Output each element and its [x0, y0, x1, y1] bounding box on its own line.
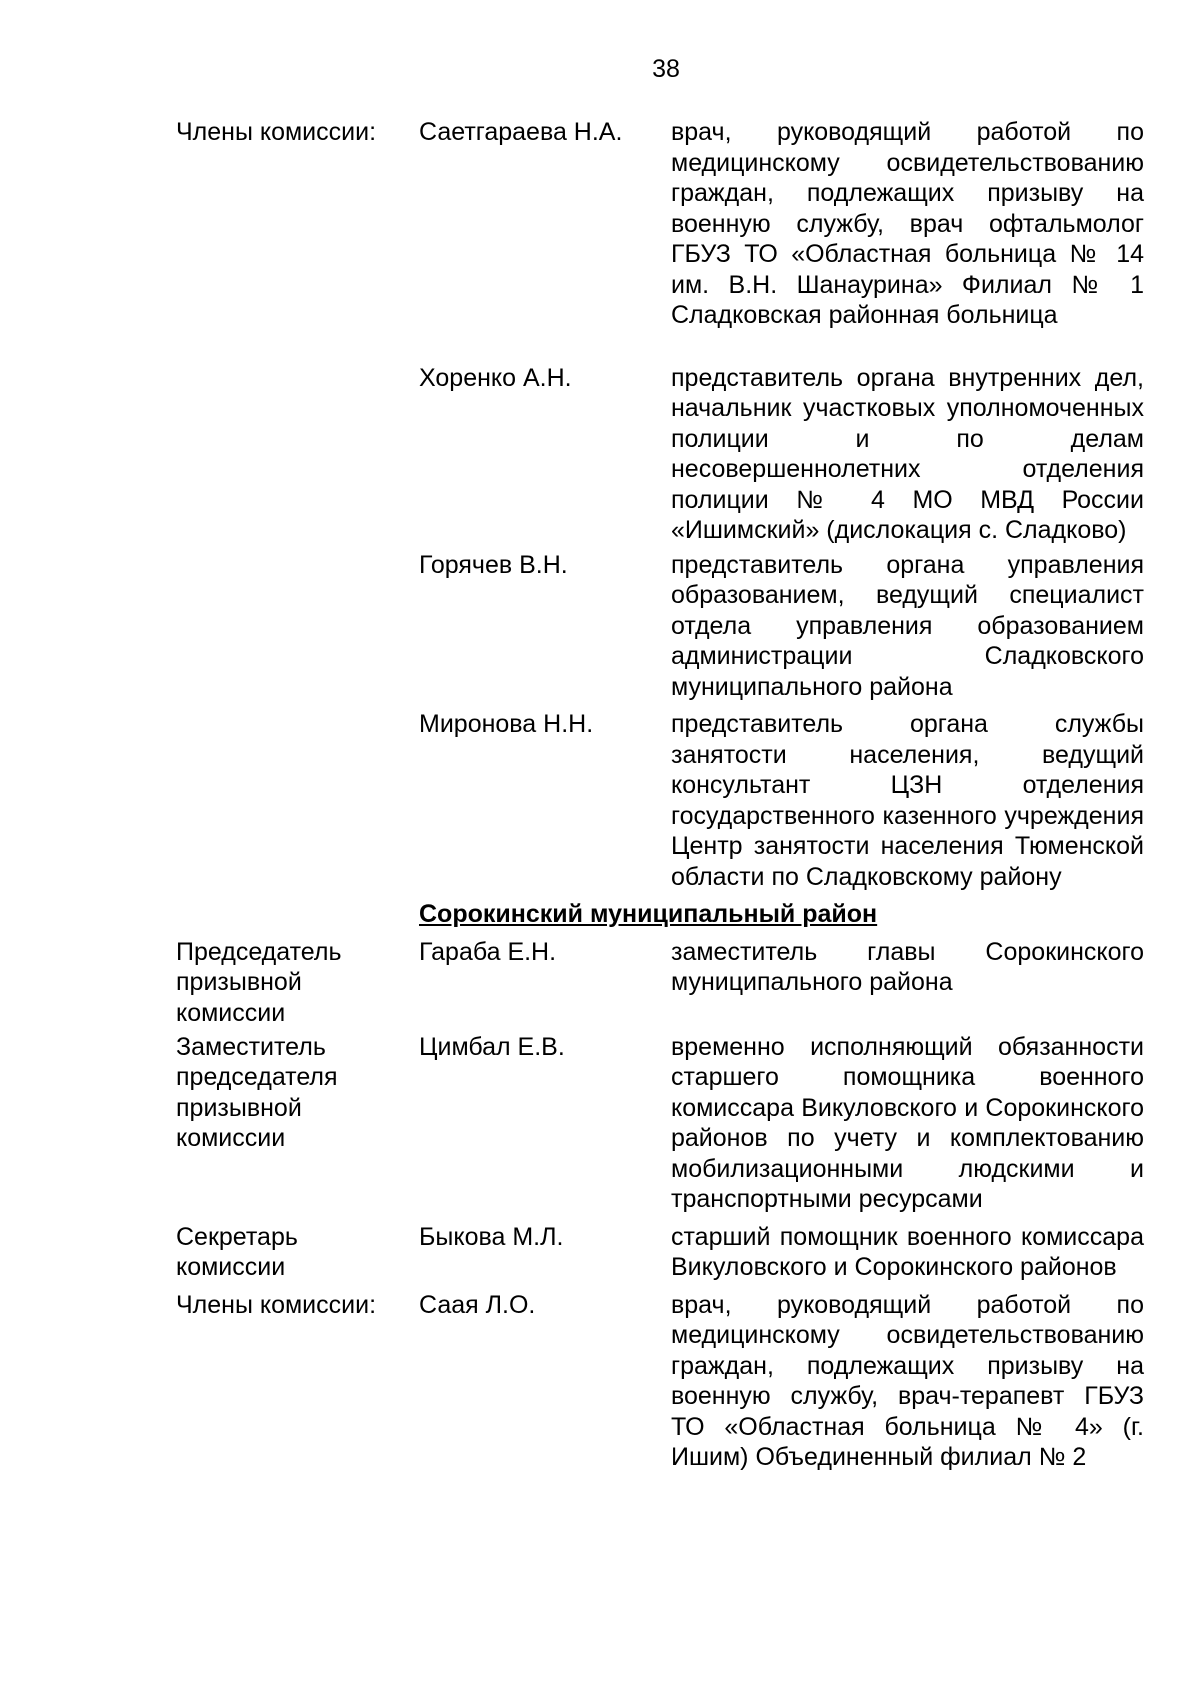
commission-list	[176, 117, 1144, 1473]
member-name: Цимбал Е.В.	[419, 1032, 565, 1061]
member-role: Секретарь комиссии	[176, 1222, 298, 1281]
member-row	[176, 1222, 1144, 1283]
member-name: Гараба Е.Н.	[419, 937, 557, 966]
member-name: Хоренко А.Н.	[419, 363, 572, 392]
member-row	[176, 1032, 1144, 1215]
member-description: врач, руководящий работой по медицинскому освидетельствованию граждан, подлежащих призыву на военную службу, врач-терапевт ГБУЗ ТО «Областная больница № 4» (г. Ишим) Объединенный филиал № 2	[671, 1290, 1144, 1471]
member-description: старший помощник военного комиссара Викуловского и Сорокинского районов	[671, 1222, 1144, 1281]
member-row	[176, 709, 1144, 892]
member-role: Члены комиссии:	[176, 1290, 377, 1319]
member-description: представитель органа управления образованием, ведущий специалист отдела управления образованием администрации Сладковского муниципального района	[671, 550, 1144, 701]
section-title: Сорокинский муниципальный район	[419, 900, 878, 928]
member-row	[176, 363, 1144, 546]
member-name: Саетгараева Н.А.	[419, 118, 623, 146]
page-number: 38	[652, 55, 680, 83]
member-name: Горячев В.Н.	[419, 550, 568, 579]
member-role: Председатель призывной комиссии	[176, 937, 342, 1027]
member-row	[176, 937, 1144, 1028]
member-row	[176, 117, 1144, 331]
member-description: врач, руководящий работой по медицинскому освидетельствованию граждан, подлежащих призыву на военную службу, врач офтальмолог ГБУЗ ТО «Областная больница № 14 им. В.Н. Шанаурина» Филиал № 1 Сладковская районная больница	[671, 118, 1144, 329]
member-description: представитель органа службы занятости населения, ведущий консультант ЦЗН отделения государственного казенного учреждения Центр занятости населения Тюменской области по Сладковскому району	[671, 710, 1144, 891]
member-name: Саая Л.О.	[419, 1290, 536, 1319]
member-name: Быкова М.Л.	[419, 1222, 564, 1251]
member-description: представитель органа внутренних дел, начальник участковых уполномоченных полиции и по делам несовершеннолетних отделения полиции № 4 МО МВД России «Ишимский» (дислокация с. Сладково)	[671, 363, 1144, 544]
member-name: Миронова Н.Н.	[419, 710, 594, 738]
member-role: Заместитель председателя призывной комиссии	[176, 1032, 338, 1152]
member-role: Члены комиссии:	[176, 118, 377, 146]
member-row	[176, 550, 1144, 703]
member-description: временно исполняющий обязанности старшего помощника военного комиссара Викуловского и Сорокинского районов по учету и комплектованию мобилизационными людскими и транспортными ресурсами	[671, 1032, 1144, 1213]
member-description: заместитель главы Сорокинского муниципального района	[671, 937, 1144, 996]
member-row	[176, 1290, 1144, 1473]
